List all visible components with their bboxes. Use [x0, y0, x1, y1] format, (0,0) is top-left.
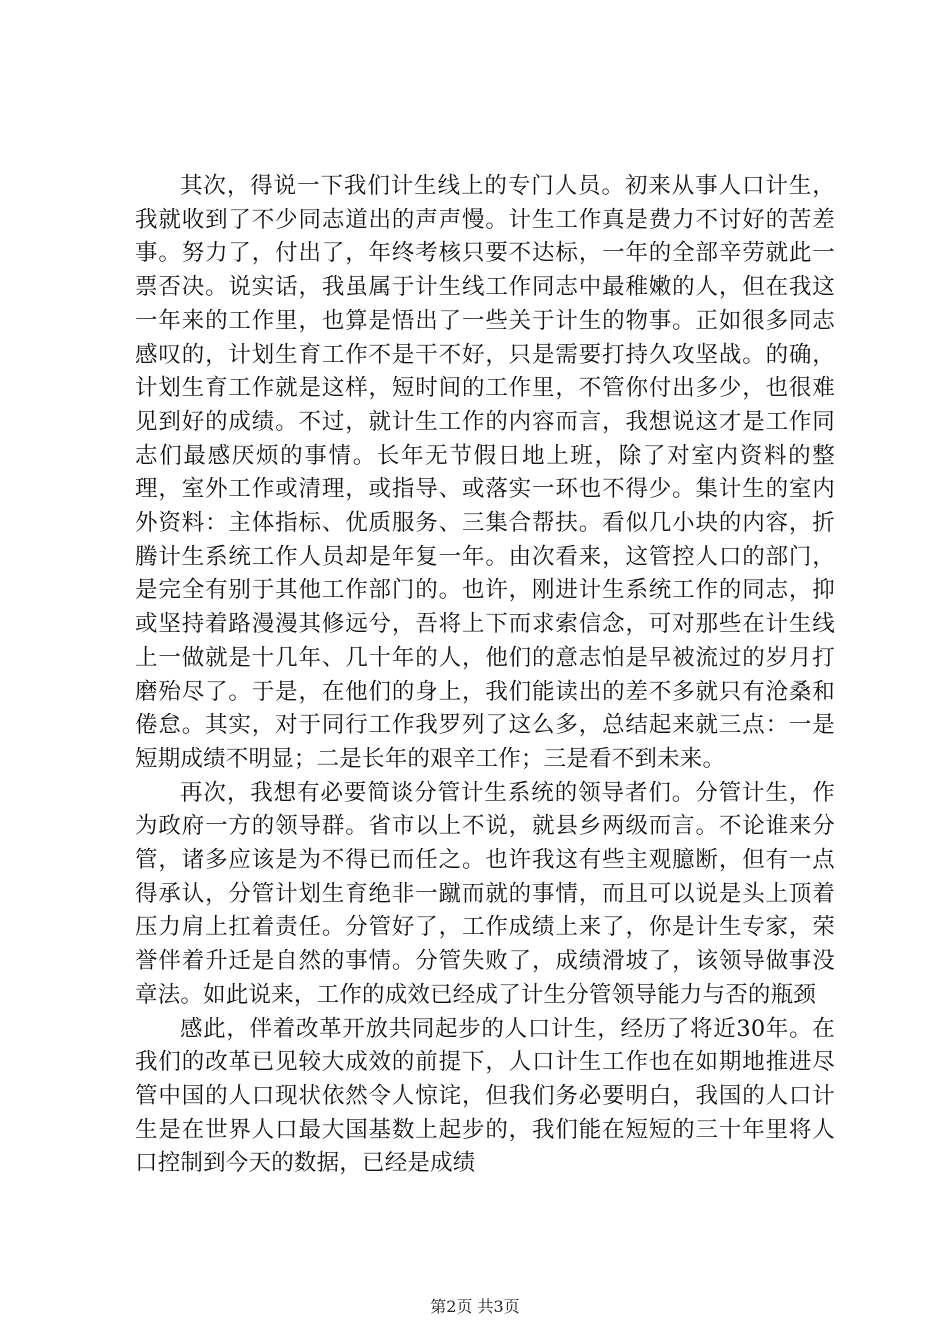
paragraph-staff: 其次，得说一下我们计生线上的专门人员。初来从事人口计生，我就收到了不少同志道出的声声慢。计生工作真是费力不讨好的苦差事。努力了，付出了，年终考核只要不达标，一年的全部辛劳就此一票否决。说实话，我虽属于计生线工作同志中最稚嫩的人，但在我这一年来的工作里，也算是悟出了一些关于计生的物事。正如很多同志感叹的，计划生育工作不是干不好，只是需要打持久攻坚战。的确，计划生育工作就是这样，短时间的工作里，不管你付出多少，也很难见到好的成绩。不过，就计生工作的内容而言，我想说这才是工作同志们最感厌烦的事情。长年无节假日地上班，除了对室内资料的整理，室外工作或清理，或指导、或落实一环也不得少。集计生的室内外资料：主体指标、优质服务、三集合帮扶。看似几小块的内容，折腾计生系统工作人员却是年复一年。由次看来，这管控人口的部门，是完全有别于其他工作部门的。也许，刚进计生系统工作的同志，抑或坚持着路漫漫其修远兮，吾将上下而求索信念，可对那些在计生线上一做就是十几年、几十年的人，他们的意志怕是早被流过的岁月打磨殆尽了。于是，在他们的身上，我们能读出的差不多就只有沧桑和倦怠。其实，对于同行工作我罗列了这么多，总结起来就三点：一是短期成绩不明显；二是长年的艰辛工作；三是看不到未来。 [135, 173, 835, 772]
paragraph-reflection: 感此，伴着改革开放共同起步的人口计生，经历了将近30年。在我们的改革已见较大成效的前提下，人口计生工作也在如期地推进尽管中国的人口现状依然令人惊诧，但我们务必要明白，我国的人口计生是在世界人口最大国基数上起步的，我们能在短短的三十年里将人口控制到今天的数据，已经是成绩 [135, 1015, 835, 1177]
document-body [135, 170, 835, 1181]
page-number-footer: 第2页 共3页 [430, 1297, 520, 1316]
paragraph-leaders: 再次，我想有必要简谈分管计生系统的领导者们。分管计生，作为政府一方的领导群。省市以上不说，就县乡两级而言。不论谁来分管，诸多应该是为不得已而任之。也许我这有些主观臆断，但有一点得承认，分管计划生育绝非一蹴而就的事情，而且可以说是头上顶着压力肩上扛着责任。分管好了，工作成绩上来了，你是计生专家，荣誉伴着升迁是自然的事情。分管失败了，成绩滑坡了，该领导做事没章法。如此说来，工作的成效已经成了计生分管领导能力与否的瓶颈 [135, 779, 835, 1008]
